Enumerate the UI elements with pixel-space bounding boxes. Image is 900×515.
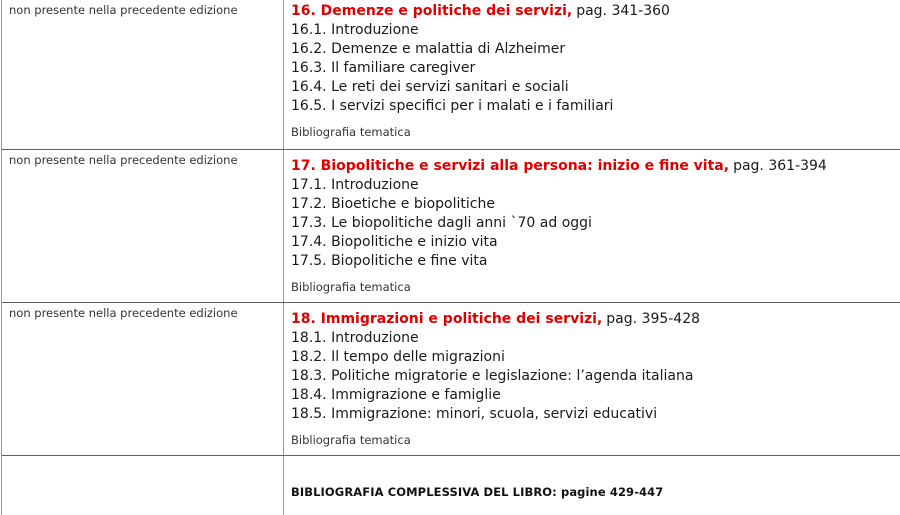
edition-note-cell bbox=[2, 0, 284, 149]
edition-note-text: non presente nella precedente edizione bbox=[9, 3, 238, 17]
chapter-17-heading bbox=[291, 157, 900, 176]
toc-row-chapter-17 bbox=[2, 150, 900, 303]
toc-row-chapter-16 bbox=[2, 0, 900, 150]
bibliografia-tematica-note: Bibliografia tematica bbox=[291, 280, 411, 294]
chapter-18-cell bbox=[284, 303, 900, 455]
chapter-16-heading bbox=[291, 2, 900, 21]
toc-item: 17.1. Introduzione bbox=[291, 177, 419, 193]
toc-item: 17.2. Bioetiche e biopolitiche bbox=[291, 196, 495, 212]
bibliografia-tematica-note: Bibliografia tematica bbox=[291, 433, 411, 447]
chapter-18-title: 18. Immigrazioni e politiche dei servizi, bbox=[291, 311, 603, 327]
bibliografia-tematica-note: Bibliografia tematica bbox=[291, 125, 411, 139]
toc-item: 16.2. Demenze e malattia di Alzheimer bbox=[291, 41, 566, 57]
edition-note-cell bbox=[2, 150, 284, 302]
overall-bibliography-cell bbox=[284, 456, 900, 515]
toc-item: 18.2. Il tempo delle migrazioni bbox=[291, 349, 505, 365]
toc-row-overall-bibliography bbox=[2, 456, 900, 515]
overall-bibliography-text: BIBLIOGRAFIA COMPLESSIVA DEL LIBRO: pagine 429-447 bbox=[291, 485, 664, 499]
toc-item: 17.5. Biopolitiche e fine vita bbox=[291, 253, 488, 269]
toc-item: 18.5. Immigrazione: minori, scuola, servizi educativi bbox=[291, 406, 658, 422]
chapter-16-title: 16. Demenze e politiche dei servizi, bbox=[291, 3, 573, 19]
toc-item: 16.1. Introduzione bbox=[291, 22, 419, 38]
empty-note-cell bbox=[2, 456, 284, 515]
edition-note-cell bbox=[2, 303, 284, 455]
chapter-18-pages: pag. 395-428 bbox=[606, 311, 701, 327]
chapter-17-cell bbox=[284, 150, 900, 302]
toc-item: 18.3. Politiche migratorie e legislazione: l’agenda italiana bbox=[291, 368, 694, 384]
chapter-16-cell bbox=[284, 0, 900, 149]
chapter-16-pages: pag. 341-360 bbox=[576, 3, 670, 19]
edition-note-text: non presente nella precedente edizione bbox=[9, 306, 238, 320]
toc-item: 17.4. Biopolitiche e inizio vita bbox=[291, 234, 498, 250]
toc-row-chapter-18 bbox=[2, 303, 900, 456]
toc-item: 16.3. Il familiare caregiver bbox=[291, 60, 476, 76]
chapter-17-title: 17. Biopolitiche e servizi alla persona: inizio e fine vita, bbox=[291, 158, 730, 174]
chapter-17-pages: pag. 361-394 bbox=[733, 158, 827, 174]
toc-item: 18.1. Introduzione bbox=[291, 330, 419, 346]
chapter-18-heading bbox=[291, 310, 900, 329]
toc-item: 16.5. I servizi specifici per i malati e i familiari bbox=[291, 98, 614, 114]
toc-item: 17.3. Le biopolitiche dagli anni `70 ad oggi bbox=[291, 215, 592, 231]
toc-item: 16.4. Le reti dei servizi sanitari e sociali bbox=[291, 79, 569, 95]
edition-note-text: non presente nella precedente edizione bbox=[9, 153, 238, 167]
toc-item: 18.4. Immigrazione e famiglie bbox=[291, 387, 501, 403]
book-toc-table bbox=[1, 0, 900, 515]
